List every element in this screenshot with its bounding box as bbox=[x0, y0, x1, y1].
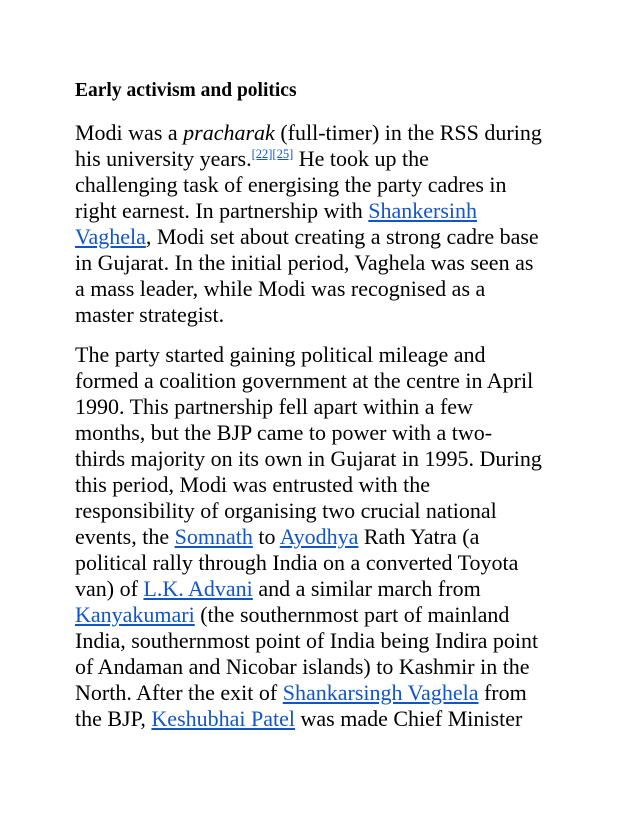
text-line bbox=[75, 524, 479, 550]
italic-term: pracharak bbox=[183, 120, 275, 145]
text-run: events, the bbox=[75, 524, 175, 549]
text-run: the BJP, bbox=[75, 706, 152, 731]
text-line: responsibility of organising two crucial national bbox=[75, 498, 497, 523]
link-kanyakumari[interactable]: Kanyakumari bbox=[75, 602, 195, 627]
text-run: his university years. bbox=[75, 146, 252, 171]
link-shankarsingh-vaghela[interactable]: Shankarsingh Vaghela bbox=[282, 680, 479, 705]
text-line: a mass leader, while Modi was recognised as a bbox=[75, 276, 486, 301]
text-line: master strategist. bbox=[75, 302, 225, 327]
text-line bbox=[75, 576, 481, 602]
text-line bbox=[75, 146, 429, 175]
text-run: He took up the bbox=[293, 146, 429, 171]
link-shankersinh-vaghela[interactable]: Vaghela bbox=[75, 224, 146, 249]
text-line bbox=[75, 120, 542, 146]
text-line bbox=[75, 224, 539, 250]
text-line: in Gujarat. In the initial period, Vaghela was seen as bbox=[75, 250, 534, 275]
text-line: India, southernmost point of India being Indira point bbox=[75, 628, 539, 653]
text-run: and a similar march from bbox=[252, 576, 481, 601]
text-line: thirds majority on its own in Gujarat in 1995. During bbox=[75, 446, 542, 471]
citation-link[interactable]: [25] bbox=[272, 147, 294, 161]
text-line bbox=[75, 198, 477, 224]
text-run: van) of bbox=[75, 576, 144, 601]
text-run: (full-timer) in the RSS during bbox=[274, 120, 542, 145]
text-run: (the southernmost part of mainland bbox=[194, 602, 510, 627]
text-line: this period, Modi was entrusted with the bbox=[75, 472, 431, 497]
link-ayodhya[interactable]: Ayodhya bbox=[279, 524, 359, 549]
text-run: from bbox=[478, 680, 527, 705]
text-line: political rally through India on a converted Toyota bbox=[75, 550, 519, 575]
text-line: challenging task of energising the party cadres in bbox=[75, 172, 507, 197]
citation-link[interactable]: [22] bbox=[251, 147, 273, 161]
text-run: Modi was a bbox=[75, 120, 184, 145]
text-line bbox=[75, 602, 509, 628]
section-heading: Early activism and politics bbox=[75, 80, 297, 101]
link-keshubhai-patel[interactable]: Keshubhai Patel bbox=[151, 706, 296, 731]
text-run: was made Chief Minister bbox=[295, 706, 523, 731]
link-somnath[interactable]: Somnath bbox=[174, 524, 253, 549]
text-line: The party started gaining political mileage and bbox=[75, 342, 486, 367]
text-line: formed a coalition government at the centre in April bbox=[75, 368, 534, 393]
text-run: to bbox=[252, 524, 280, 549]
text-run: Rath Yatra (a bbox=[358, 524, 480, 549]
text-line bbox=[75, 680, 527, 706]
text-line: 1990. This partnership fell apart within a few bbox=[75, 394, 473, 419]
text-line: months, but the BJP came to power with a two- bbox=[75, 420, 493, 445]
text-line bbox=[75, 706, 522, 732]
link-lk-advani[interactable]: L.K. Advani bbox=[143, 576, 253, 601]
text-line: of Andaman and Nicobar islands) to Kashmir in the bbox=[75, 654, 530, 679]
text-run: North. After the exit of bbox=[75, 680, 283, 705]
text-run: right earnest. In partnership with bbox=[75, 198, 369, 223]
link-shankersinh-vaghela[interactable]: Shankersinh bbox=[368, 198, 478, 223]
text-run: , Modi set about creating a strong cadre base bbox=[145, 224, 539, 249]
